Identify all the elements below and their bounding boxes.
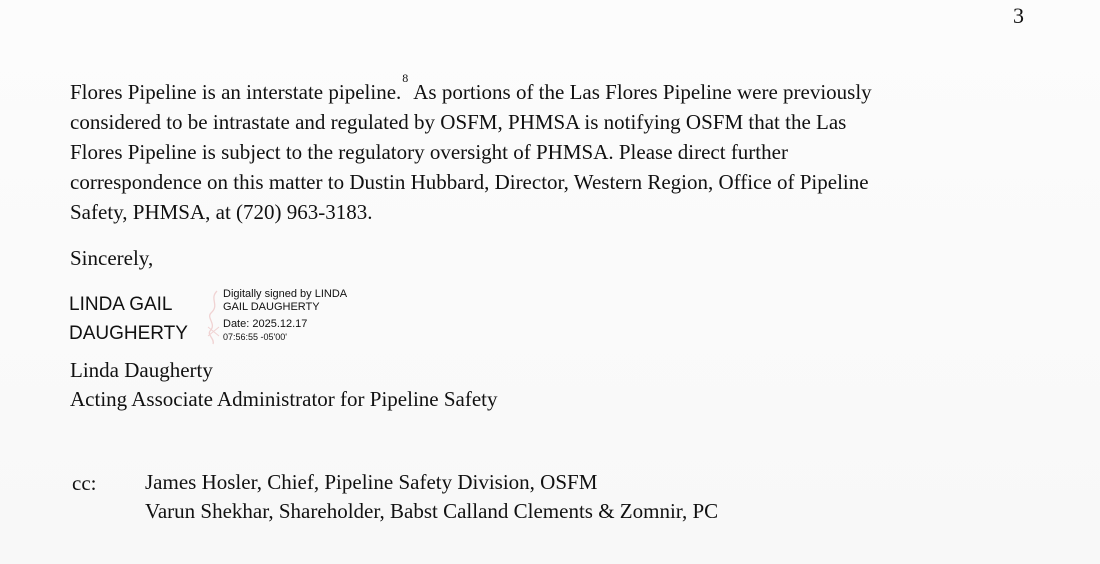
cc-recipient: Varun Shekhar, Shareholder, Babst Calland Clements & Zomnir, PC xyxy=(145,499,719,523)
signer-title: Acting Associate Administrator for Pipeline Safety xyxy=(70,387,498,411)
signature-name-line-1: LINDA GAIL xyxy=(69,294,173,315)
body-paragraph xyxy=(70,72,1060,227)
closing: Sincerely, xyxy=(70,246,154,270)
body-line-3: Flores Pipeline is subject to the regulatory oversight of PHMSA. Please direct further xyxy=(70,140,788,164)
signature-detail-signer: GAIL DAUGHERTY xyxy=(223,301,320,313)
body-line-1 xyxy=(70,72,1060,107)
footnote-marker: 8 xyxy=(402,71,409,85)
signature-name xyxy=(69,290,188,348)
signer-block xyxy=(70,356,498,414)
body-line-5: Safety, PHMSA, at (720) 963-3183. xyxy=(70,200,373,224)
body-line-1-start: Flores Pipeline is an interstate pipeline. xyxy=(70,80,402,104)
signature-details xyxy=(223,288,347,343)
body-line-4: correspondence on this matter to Dustin Hubbard, Director, Western Region, Office of Pipeline xyxy=(70,170,869,194)
body-line-1-end: As portions of the Las Flores Pipeline were previously xyxy=(413,80,872,104)
cc-list xyxy=(145,468,718,526)
signature-detail-date: Date: 2025.12.17 xyxy=(223,318,308,330)
cc-label: cc: xyxy=(72,471,97,495)
body-line-2: considered to be intrastate and regulated by OSFM, PHMSA is notifying OSFM that the Las xyxy=(70,110,847,134)
signature-detail-time: 07:56:55 -05'00' xyxy=(223,332,287,342)
page-number: 3 xyxy=(1013,3,1024,28)
signature-detail-signed-by: Digitally signed by LINDA xyxy=(223,288,348,300)
digital-signature xyxy=(69,287,389,349)
signature-mark-icon xyxy=(205,289,223,345)
cc-recipient: James Hosler, Chief, Pipeline Safety Division, OSFM xyxy=(145,470,598,494)
signature-name-line-2: DAUGHERTY xyxy=(69,323,188,344)
signer-name: Linda Daugherty xyxy=(70,358,213,382)
